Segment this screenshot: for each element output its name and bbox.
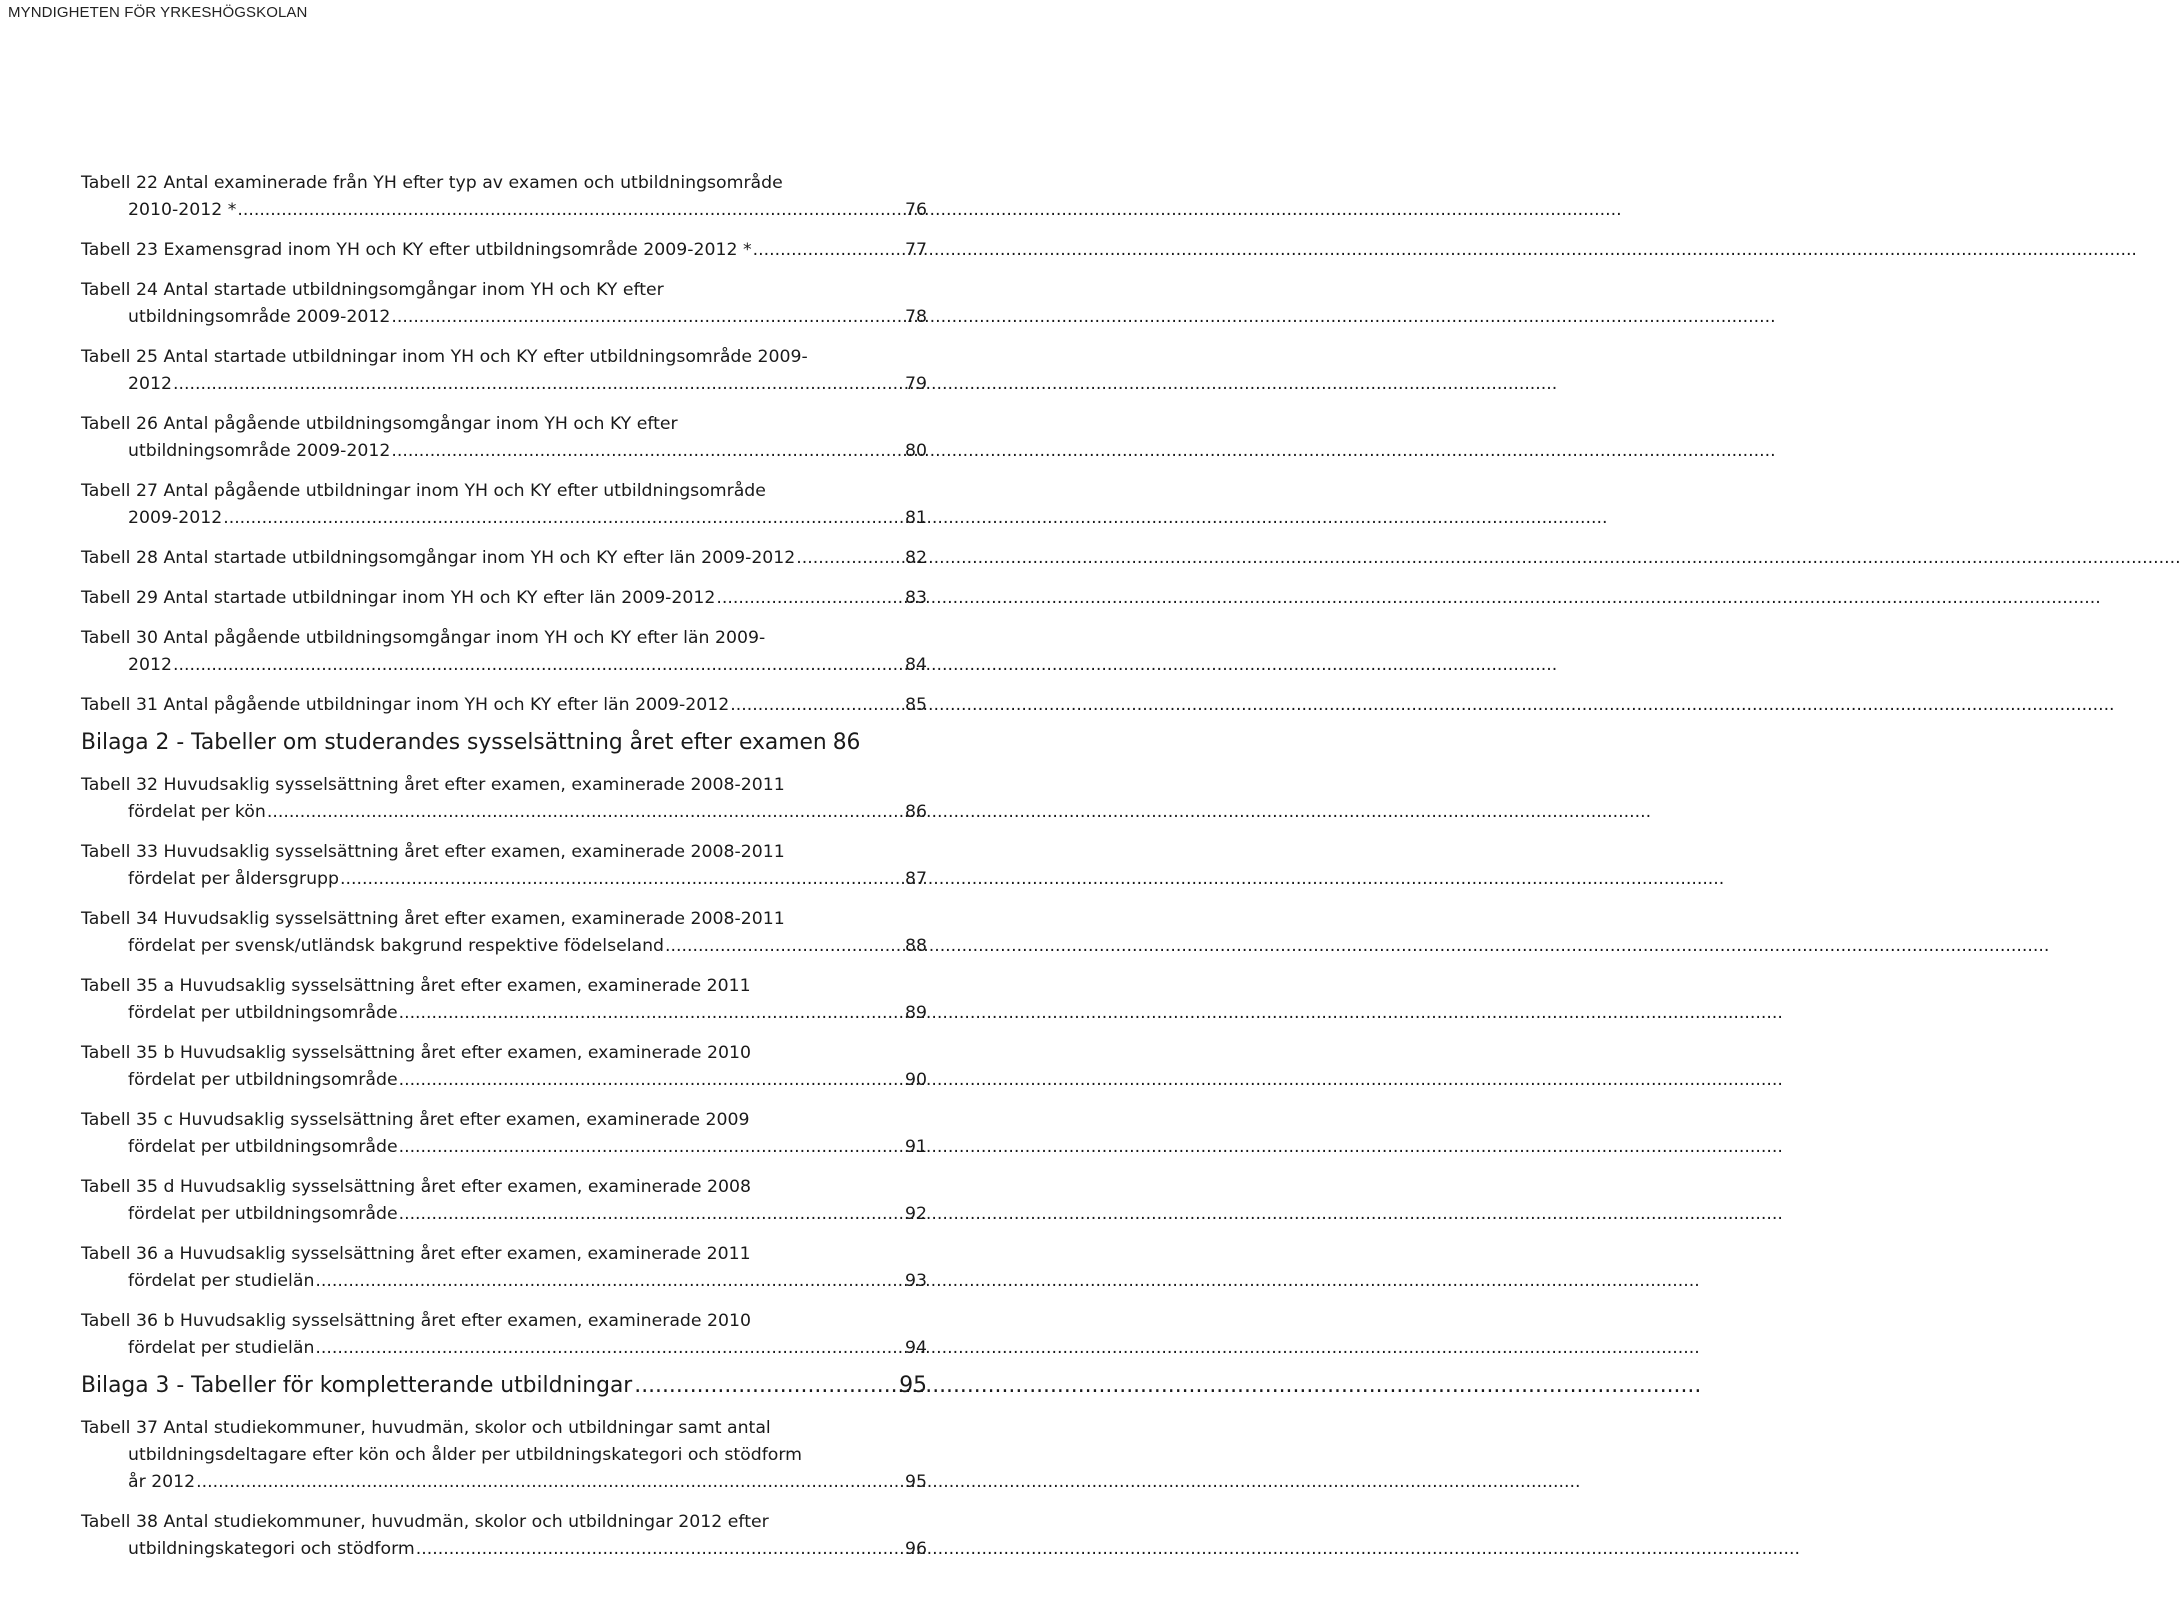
entry-title-line: Tabell 35 a Huvudsaklig sysselsättning året efter examen, examinerade 2011 <box>81 976 751 996</box>
toc-entry[interactable] <box>81 772 927 826</box>
toc-entry[interactable] <box>81 237 927 264</box>
dot-leader <box>223 505 904 532</box>
page-number: 83 <box>905 588 927 608</box>
entry-title-line: Tabell 24 Antal startade utbildningsomgångar inom YH och KY efter <box>81 280 664 300</box>
entry-title-line: Tabell 36 a Huvudsaklig sysselsättning året efter examen, examinerade 2011 <box>81 1244 751 1264</box>
dot-leader <box>173 371 904 398</box>
dot-leader <box>416 1536 904 1563</box>
entry-title-line: Tabell 37 Antal studiekommuner, huvudmän, skolor och utbildningar samt antal <box>81 1418 771 1438</box>
dot-leader <box>391 438 904 465</box>
toc-entry[interactable] <box>81 1107 927 1161</box>
toc-entry[interactable] <box>81 692 927 719</box>
entry-title-line: fördelat per kön <box>128 802 266 822</box>
page-number: 80 <box>905 441 927 461</box>
table-of-contents <box>81 170 927 1576</box>
page-number: 89 <box>905 1003 927 1023</box>
entry-title-line: Tabell 31 Antal pågående utbildningar inom YH och KY efter län 2009-2012 <box>81 695 730 715</box>
dot-leader <box>391 304 904 331</box>
entry-title-line: år 2012 <box>128 1472 196 1492</box>
toc-entry[interactable] <box>81 411 927 465</box>
toc-entry[interactable] <box>81 625 927 679</box>
entry-title-line: Tabell 22 Antal examinerade från YH efter typ av examen och utbildningsområde <box>81 173 783 193</box>
toc-entry[interactable] <box>81 1509 927 1563</box>
section-title: Bilaga 3 - Tabeller för kompletterande utbildningar <box>81 1373 633 1398</box>
toc-entry[interactable] <box>81 344 927 398</box>
toc-entry[interactable] <box>81 170 927 224</box>
page-number: 96 <box>905 1539 927 1559</box>
page-number: 95 <box>899 1373 927 1398</box>
entry-title-line: Tabell 38 Antal studiekommuner, huvudmän, skolor och utbildningar 2012 efter <box>81 1512 769 1532</box>
dot-leader <box>237 197 904 224</box>
toc-entry[interactable] <box>81 1241 927 1295</box>
page-number: 79 <box>905 374 927 394</box>
entry-title-line: Tabell 26 Antal pågående utbildningsomgångar inom YH och KY efter <box>81 414 678 434</box>
toc-entry[interactable] <box>81 839 927 893</box>
entry-title-line: utbildningsdeltagare efter kön och ålder per utbildningskategori och stödform <box>128 1445 802 1465</box>
dot-leader <box>399 1201 904 1228</box>
page-number: 95 <box>905 1472 927 1492</box>
entry-title-line: fördelat per utbildningsområde <box>128 1204 398 1224</box>
toc-entry[interactable] <box>81 1040 927 1094</box>
entry-title-line: utbildningsområde 2009-2012 <box>128 441 391 461</box>
page-number: 86 <box>832 730 861 755</box>
entry-title-line: Tabell 30 Antal pågående utbildningsomgångar inom YH och KY efter län 2009- <box>81 628 766 648</box>
entry-title-line: fördelat per åldersgrupp <box>128 869 339 889</box>
entry-title-line: Tabell 32 Huvudsaklig sysselsättning året efter examen, examinerade 2008-2011 <box>81 775 785 795</box>
page-number: 77 <box>905 240 927 260</box>
page-number: 82 <box>905 548 927 568</box>
page-number: 93 <box>905 1271 927 1291</box>
page-number: 88 <box>905 936 927 956</box>
dot-leader <box>196 1469 904 1496</box>
toc-entry[interactable] <box>81 585 927 612</box>
page-number: 84 <box>905 655 927 675</box>
toc-entry[interactable] <box>81 906 927 960</box>
page-number: 76 <box>905 200 927 220</box>
entry-title-line: 2010-2012 * <box>128 200 237 220</box>
entry-title-line: utbildningsområde 2009-2012 <box>128 307 391 327</box>
entry-title-line: Tabell 28 Antal startade utbildningsomgångar inom YH och KY efter län 2009-2012 <box>81 548 796 568</box>
entry-title-line: fördelat per utbildningsområde <box>128 1070 398 1090</box>
toc-entry[interactable] <box>81 1174 927 1228</box>
page-number: 94 <box>905 1338 927 1358</box>
entry-title-line: fördelat per utbildningsområde <box>128 1137 398 1157</box>
dot-leader <box>399 1067 904 1094</box>
entry-title-line: fördelat per svensk/utländsk bakgrund respektive födelseland <box>128 936 665 956</box>
entry-title-line: Tabell 29 Antal startade utbildningar inom YH och KY efter län 2009-2012 <box>81 588 716 608</box>
page-number: 78 <box>905 307 927 327</box>
dot-leader <box>665 933 904 960</box>
dot-leader <box>267 799 904 826</box>
entry-title-line: Tabell 33 Huvudsaklig sysselsättning året efter examen, examinerade 2008-2011 <box>81 842 785 862</box>
dot-leader <box>340 866 904 893</box>
dot-leader <box>753 237 904 264</box>
toc-entry[interactable] <box>81 1415 927 1496</box>
page-number: 91 <box>905 1137 927 1157</box>
entry-title-line: Tabell 34 Huvudsaklig sysselsättning året efter examen, examinerade 2008-2011 <box>81 909 785 929</box>
entry-title-line: fördelat per studielän <box>128 1271 315 1291</box>
entry-title-line: fördelat per studielän <box>128 1338 315 1358</box>
toc-entry[interactable] <box>81 478 927 532</box>
entry-title-line: fördelat per utbildningsområde <box>128 1003 398 1023</box>
toc-entry[interactable] <box>81 973 927 1027</box>
entry-title-line: 2012 <box>128 655 172 675</box>
entry-title-line: Tabell 25 Antal startade utbildningar inom YH och KY efter utbildningsområde 2009- <box>81 347 808 367</box>
entry-title-line: 2012 <box>128 374 172 394</box>
toc-entry[interactable] <box>81 1308 927 1362</box>
dot-leader <box>315 1335 904 1362</box>
page-number: 90 <box>905 1070 927 1090</box>
dot-leader <box>399 1000 904 1027</box>
entry-title-line: Tabell 27 Antal pågående utbildningar inom YH och KY efter utbildningsområde <box>81 481 766 501</box>
dot-leader <box>173 652 904 679</box>
toc-entry[interactable] <box>81 545 927 572</box>
entry-title-line: Tabell 35 d Huvudsaklig sysselsättning året efter examen, examinerade 2008 <box>81 1177 751 1197</box>
dot-leader <box>634 1371 891 1401</box>
entry-title-line: Tabell 23 Examensgrad inom YH och KY efter utbildningsområde 2009-2012 * <box>81 240 752 260</box>
dot-leader <box>716 585 904 612</box>
entry-title-line: utbildningskategori och stödform <box>128 1539 415 1559</box>
page-number: 85 <box>905 695 927 715</box>
dot-leader <box>796 545 904 572</box>
page-header: MYNDIGHETEN FÖR YRKESHÖGSKOLAN <box>8 4 308 21</box>
toc-section-heading[interactable] <box>81 1371 927 1401</box>
entry-title-line: 2009-2012 <box>128 508 223 528</box>
section-title: Bilaga 2 - Tabeller om studerandes sysselsättning året efter examen <box>81 730 827 755</box>
page-number: 81 <box>905 508 927 528</box>
dot-leader <box>730 692 904 719</box>
page-number: 92 <box>905 1204 927 1224</box>
toc-section-heading[interactable] <box>81 728 927 758</box>
dot-leader <box>399 1134 904 1161</box>
dot-leader <box>315 1268 904 1295</box>
page-number: 87 <box>905 869 927 889</box>
entry-title-line: Tabell 35 c Huvudsaklig sysselsättning året efter examen, examinerade 2009 <box>81 1110 750 1130</box>
entry-title-line: Tabell 35 b Huvudsaklig sysselsättning året efter examen, examinerade 2010 <box>81 1043 751 1063</box>
toc-entry[interactable] <box>81 277 927 331</box>
entry-title-line: Tabell 36 b Huvudsaklig sysselsättning året efter examen, examinerade 2010 <box>81 1311 751 1331</box>
page-number: 86 <box>905 802 927 822</box>
